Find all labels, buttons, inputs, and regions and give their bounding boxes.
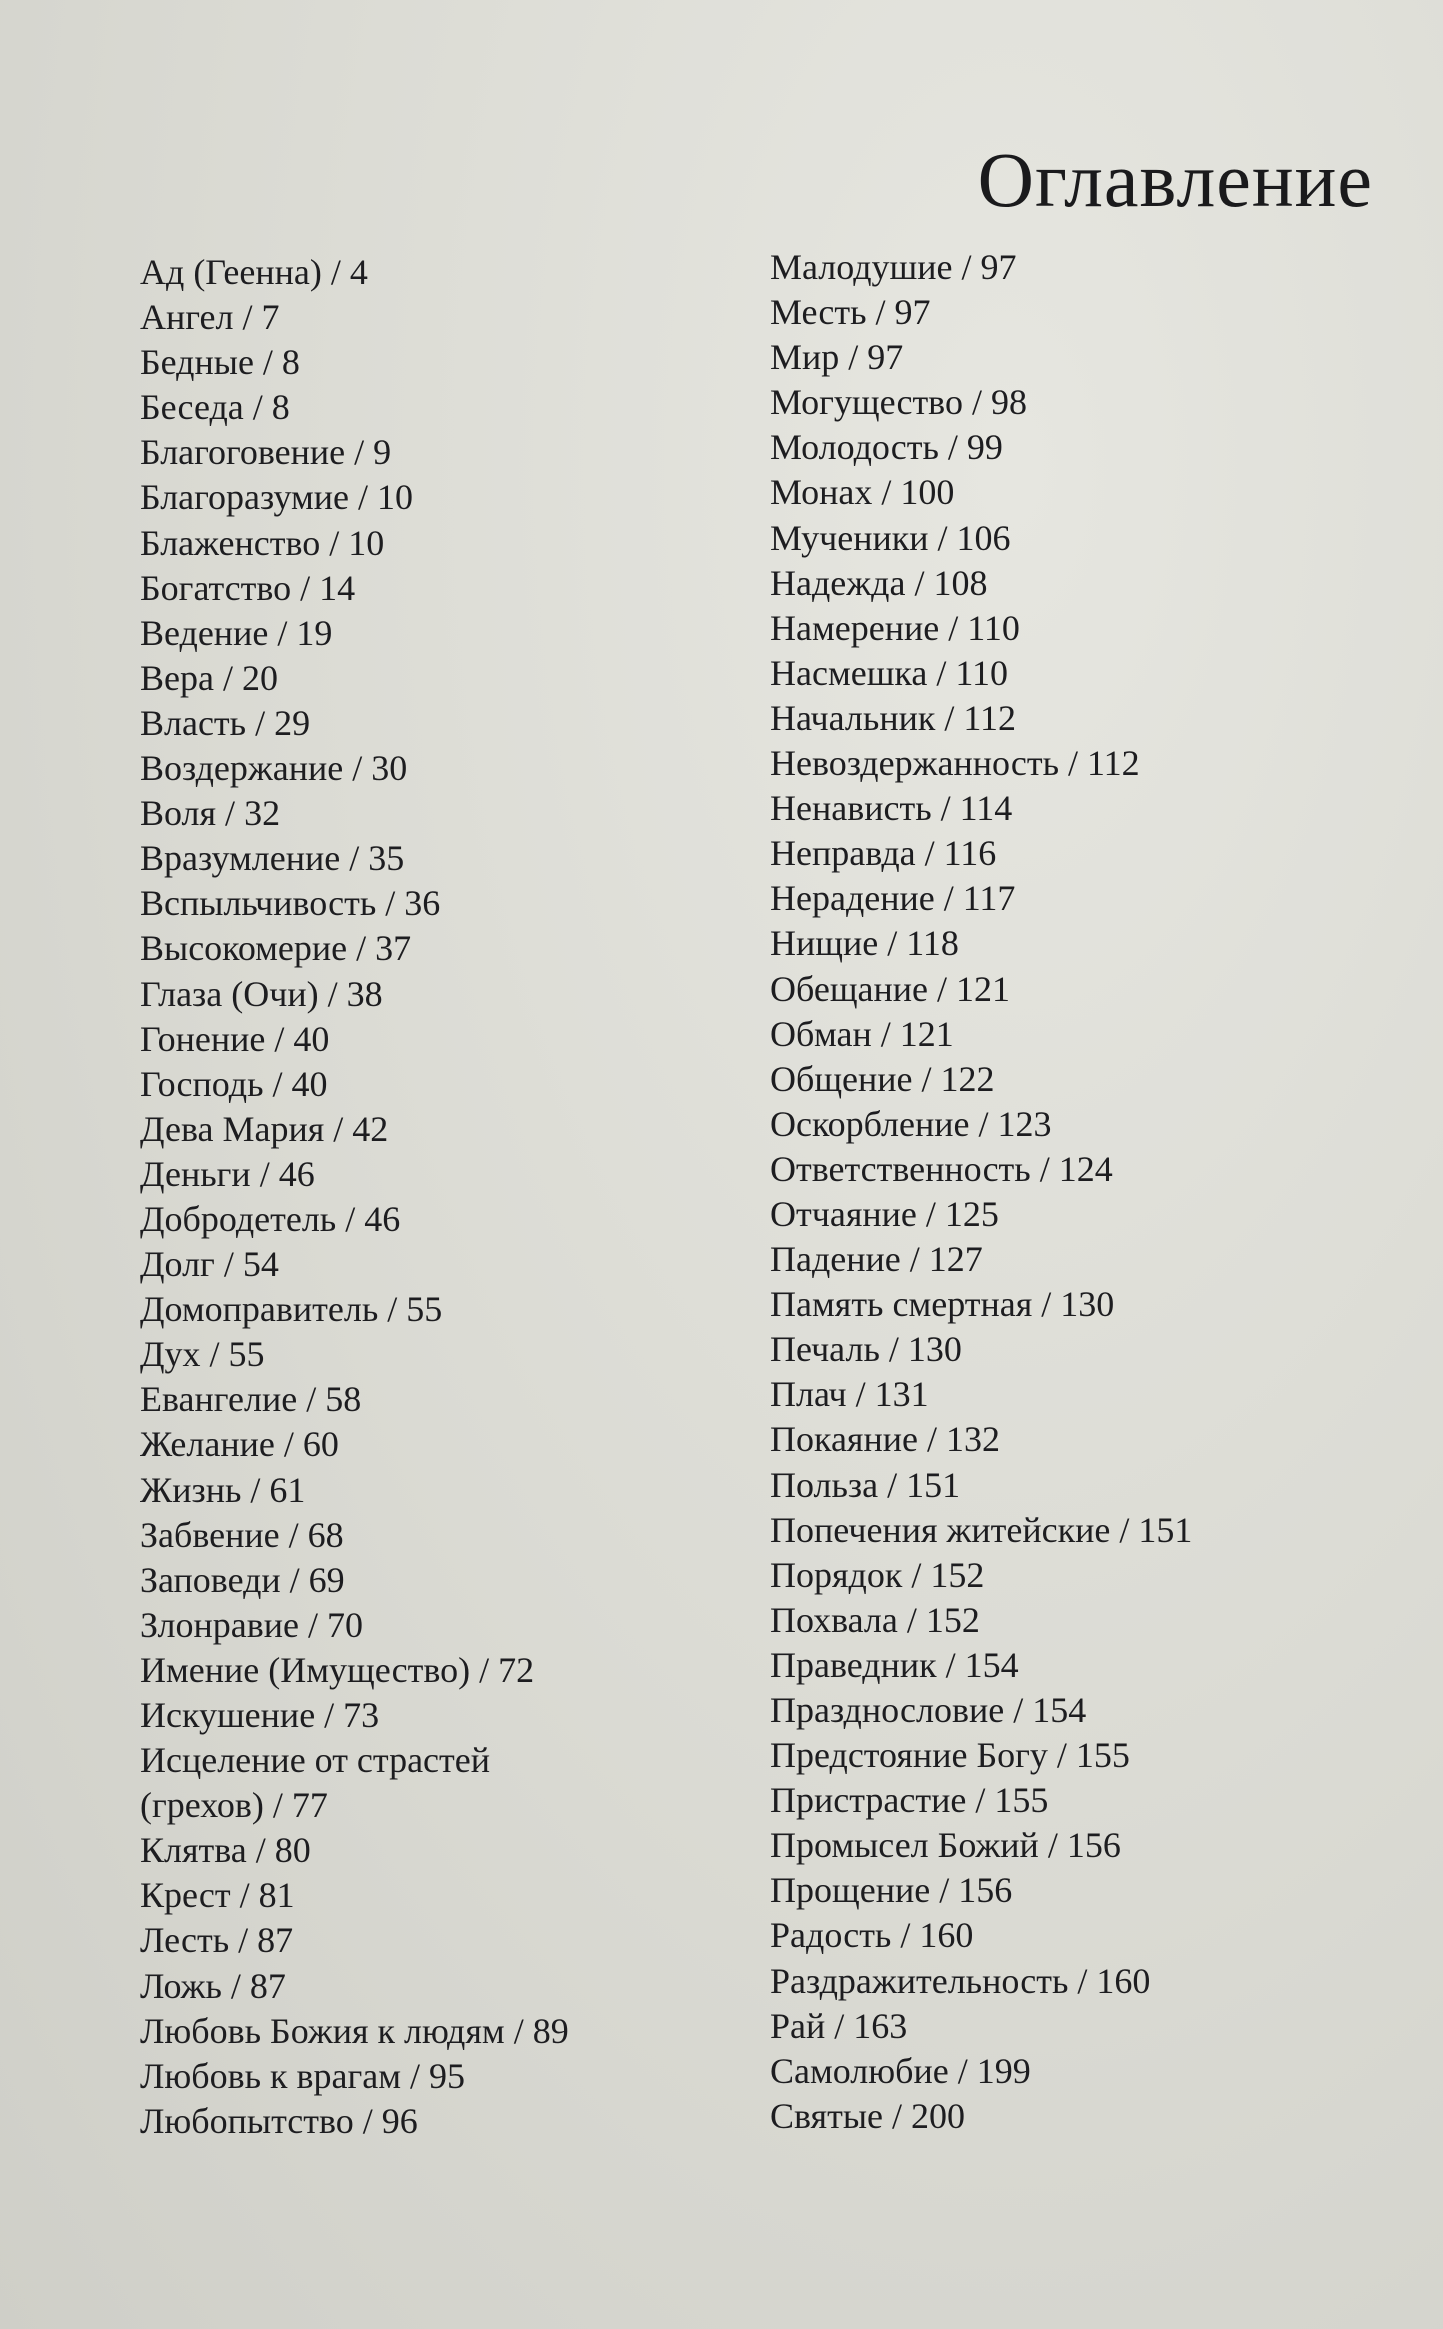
toc-entry: Святые / 200 bbox=[770, 2095, 965, 2136]
toc-entry: Самолюбие / 199 bbox=[770, 2050, 1031, 2091]
toc-entry: Надежда / 108 bbox=[770, 562, 988, 603]
toc-entry: Добродетель / 46 bbox=[140, 1198, 401, 1239]
toc-entry: Благоговение / 9 bbox=[140, 432, 392, 473]
toc-entry: Господь / 40 bbox=[140, 1063, 328, 1104]
toc-entry: Деньги / 46 bbox=[140, 1153, 315, 1194]
toc-entry: Нерадение / 117 bbox=[770, 878, 1016, 919]
toc-entry: Ответственность / 124 bbox=[770, 1148, 1113, 1189]
toc-entry: Месть / 97 bbox=[770, 292, 931, 333]
toc-entry: Долг / 54 bbox=[140, 1244, 279, 1285]
toc-entry: Попечения житейские / 151 bbox=[770, 1509, 1193, 1550]
toc-entry: Невоздержанность / 112 bbox=[770, 743, 1140, 784]
toc-entry: Клятва / 80 bbox=[140, 1830, 311, 1871]
toc-entry: Благоразумие / 10 bbox=[140, 477, 414, 518]
toc-entry: Предстояние Богу / 155 bbox=[770, 1735, 1130, 1776]
toc-entry: Мир / 97 bbox=[770, 337, 904, 378]
toc-entry: Забвение / 68 bbox=[140, 1514, 344, 1555]
toc-entry: Празднословие / 154 bbox=[770, 1690, 1087, 1730]
toc-entry: Злонравие / 70 bbox=[140, 1604, 364, 1645]
toc-right-column bbox=[770, 245, 1390, 2139]
toc-entry: Отчаяние / 125 bbox=[770, 1193, 999, 1234]
toc-entry: Богатство / 14 bbox=[140, 567, 356, 608]
toc-entry: Жизнь / 61 bbox=[140, 1469, 306, 1510]
toc-entry: Искушение / 73 bbox=[140, 1695, 380, 1735]
toc-entry: Польза / 151 bbox=[770, 1464, 961, 1505]
toc-entry: Дева Мария / 42 bbox=[140, 1108, 389, 1149]
toc-entry: Праведник / 154 bbox=[770, 1644, 1019, 1685]
toc-entry: Печаль / 130 bbox=[770, 1329, 962, 1370]
toc-entry: (грехов) / 77 bbox=[140, 1785, 328, 1826]
toc-entry: Рай / 163 bbox=[770, 2005, 908, 2046]
toc-entry: Порядок / 152 bbox=[770, 1554, 985, 1595]
toc-entry: Молодость / 99 bbox=[770, 427, 1003, 468]
toc-entry: Вспыльчивость / 36 bbox=[140, 883, 441, 924]
toc-entry: Неправда / 116 bbox=[770, 833, 997, 874]
toc-entry: Домоправитель / 55 bbox=[140, 1289, 443, 1330]
toc-entry: Начальник / 112 bbox=[770, 697, 1017, 738]
page-title: Оглавление bbox=[977, 136, 1373, 223]
toc-entry: Могущество / 98 bbox=[770, 382, 1027, 423]
toc-entry: Ложь / 87 bbox=[140, 1965, 286, 2006]
toc-entry: Лесть / 87 bbox=[140, 1920, 294, 1961]
toc-entry: Глаза (Очи) / 38 bbox=[140, 973, 383, 1014]
toc-entry: Ад (Геенна) / 4 bbox=[140, 252, 368, 292]
toc-entry: Имение (Имущество) / 72 bbox=[140, 1649, 535, 1690]
toc-entry: Власть / 29 bbox=[140, 702, 311, 743]
toc-entry: Монах / 100 bbox=[770, 472, 955, 513]
toc-entry: Нищие / 118 bbox=[770, 923, 959, 964]
toc-entry: Память смертная / 130 bbox=[770, 1284, 1115, 1325]
toc-entry: Дух / 55 bbox=[140, 1334, 265, 1375]
toc-entry: Ведение / 19 bbox=[140, 612, 333, 653]
toc-entry: Покаяние / 132 bbox=[770, 1419, 1000, 1460]
toc-entry: Падение / 127 bbox=[770, 1239, 983, 1280]
toc-entry: Похвала / 152 bbox=[770, 1599, 980, 1640]
toc-entry: Вера / 20 bbox=[140, 657, 278, 698]
toc-entry: Малодушие / 97 bbox=[770, 247, 1017, 287]
toc-entry: Вразумление / 35 bbox=[140, 838, 405, 879]
toc-entry: Любовь к врагам / 95 bbox=[140, 2055, 466, 2096]
toc-entry: Насмешка / 110 bbox=[770, 652, 1009, 693]
toc-entry: Намерение / 110 bbox=[770, 607, 1020, 648]
toc-entry: Любопытство / 96 bbox=[140, 2100, 418, 2141]
toc-entry: Воздержание / 30 bbox=[140, 748, 408, 789]
toc-entry: Высокомерие / 37 bbox=[140, 928, 412, 969]
toc-entry: Плач / 131 bbox=[770, 1374, 929, 1415]
toc-entry: Ненависть / 114 bbox=[770, 788, 1013, 829]
toc-entry: Мученики / 106 bbox=[770, 517, 1011, 558]
toc-entry: Радость / 160 bbox=[770, 1915, 974, 1956]
toc-entry: Пристрастие / 155 bbox=[770, 1780, 1049, 1821]
toc-entry: Крест / 81 bbox=[140, 1875, 295, 1916]
toc-left-column bbox=[140, 250, 700, 2144]
toc-entry: Обещание / 121 bbox=[770, 968, 1011, 1009]
toc-entry: Желание / 60 bbox=[140, 1424, 339, 1465]
toc-entry: Исцеление от страстей bbox=[140, 1740, 491, 1781]
toc-entry: Бедные / 8 bbox=[140, 342, 300, 383]
toc-entry: Любовь Божия к людям / 89 bbox=[140, 2010, 569, 2051]
toc-entry: Раздражительность / 160 bbox=[770, 1960, 1151, 2001]
toc-entry: Оскорбление / 123 bbox=[770, 1103, 1052, 1144]
toc-entry: Заповеди / 69 bbox=[140, 1559, 345, 1600]
toc-entry: Воля / 32 bbox=[140, 793, 281, 834]
toc-entry: Евангелие / 58 bbox=[140, 1379, 362, 1420]
toc-entry: Промысел Божий / 156 bbox=[770, 1825, 1121, 1866]
toc-entry: Ангел / 7 bbox=[140, 297, 280, 338]
toc-entry: Беседа / 8 bbox=[140, 387, 290, 428]
toc-entry: Обман / 121 bbox=[770, 1013, 954, 1054]
toc-entry: Общение / 122 bbox=[770, 1058, 995, 1099]
toc-entry: Гонение / 40 bbox=[140, 1018, 330, 1059]
toc-entry: Блаженство / 10 bbox=[140, 522, 385, 563]
toc-entry: Прощение / 156 bbox=[770, 1870, 1013, 1911]
